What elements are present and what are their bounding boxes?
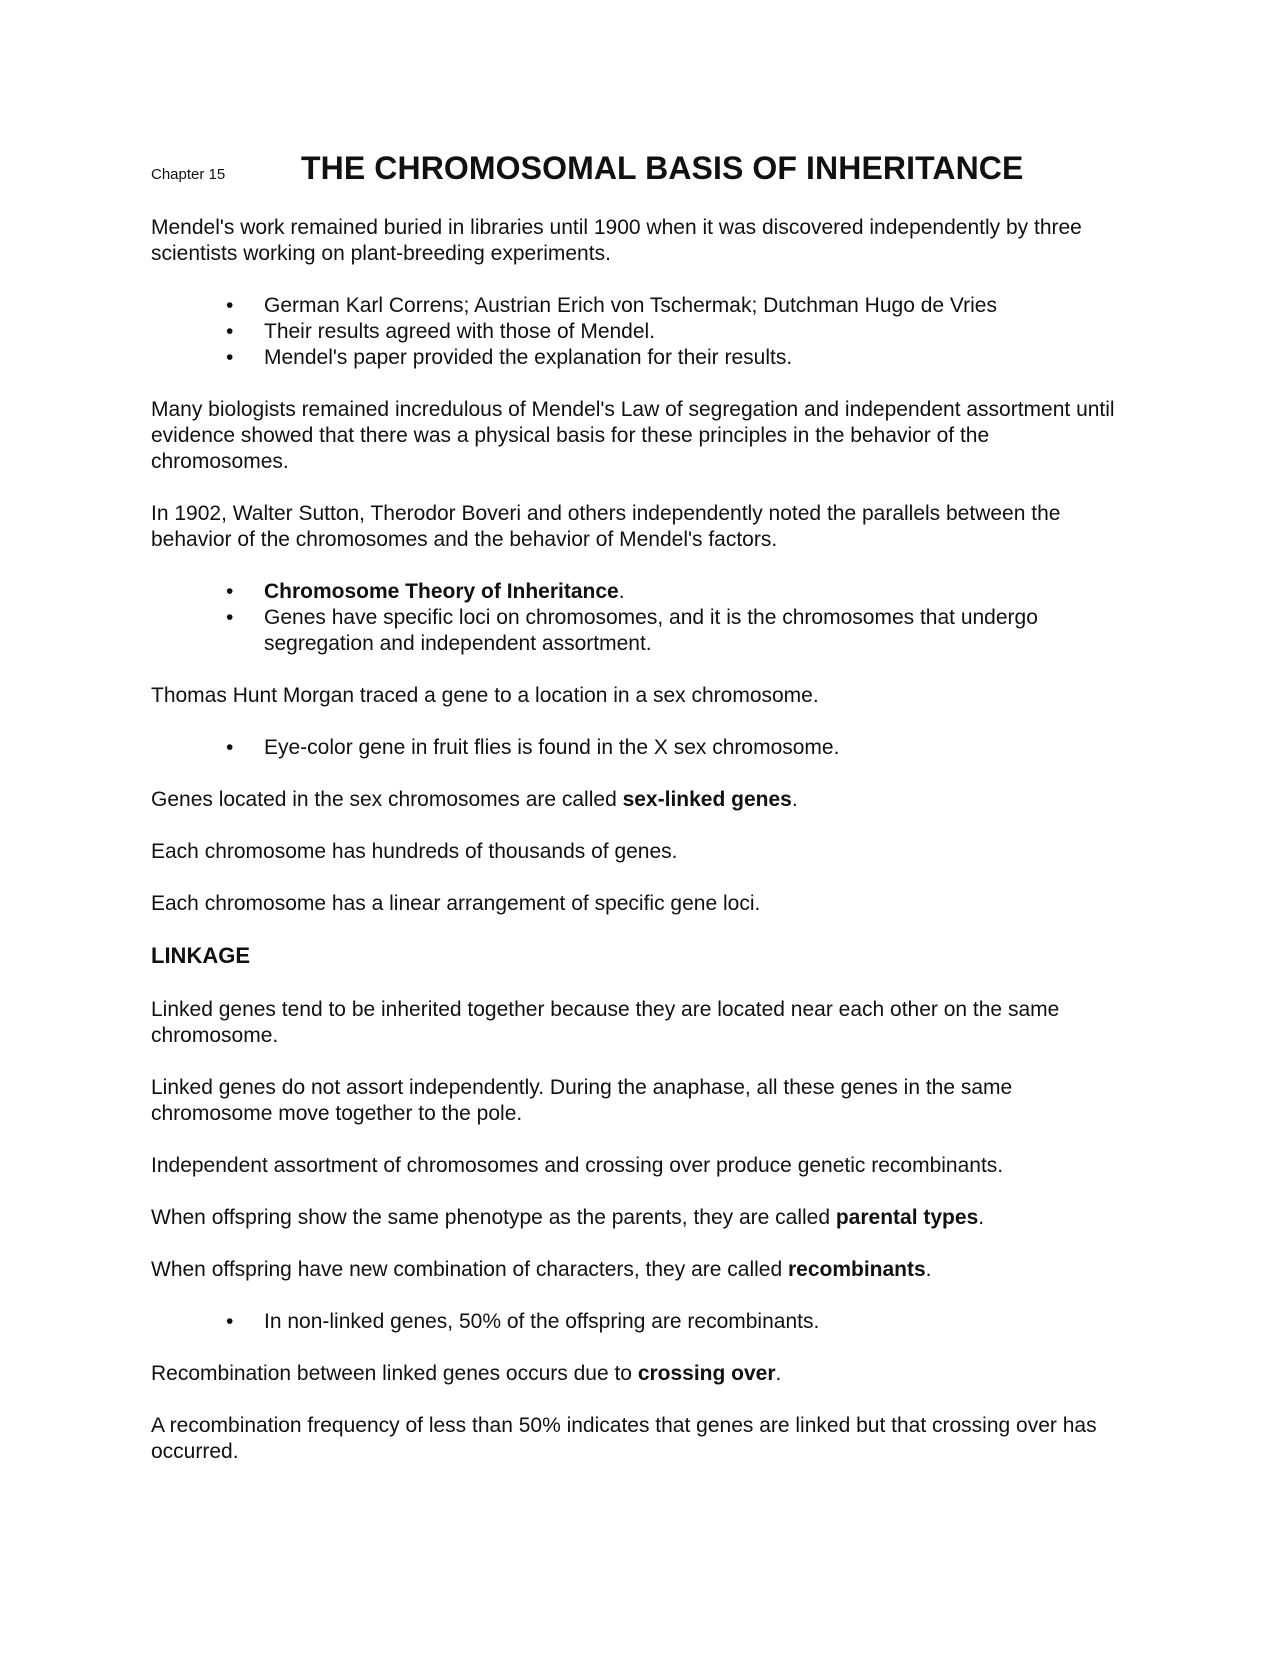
chapter-header xyxy=(151,150,1131,187)
bullet-icon: • xyxy=(226,736,234,759)
bullet-icon: • xyxy=(226,606,234,629)
paragraph-recombination-frequency: A recombination frequency of less than 50% indicates that genes are linked but that crossing over has occurred. xyxy=(151,1414,1097,1463)
paragraph-gene-loci: Each chromosome has a linear arrangement of specific gene loci. xyxy=(151,892,761,915)
term-crossing-over: crossing over xyxy=(637,1362,776,1385)
list-item: • Chromosome Theory of Inheritance. xyxy=(226,580,625,603)
bullet-list-eye-color xyxy=(151,735,1131,761)
list-item: • Genes have specific loci on chromosomes, and it is the chromosomes that undergo segregation and independent assortment. xyxy=(226,606,1038,655)
paragraph-morgan: Thomas Hunt Morgan traced a gene to a location in a sex chromosome. xyxy=(151,684,819,707)
paragraph-anaphase: Linked genes do not assort independently. During the anaphase, all these genes in the same chromosome move together to the pole. xyxy=(151,1076,1013,1125)
bullet-list-scientists xyxy=(151,293,1131,371)
paragraph-biologists: Many biologists remained incredulous of Mendel's Law of segregation and independent assortment until evidence showed that there was a physical basis for these principles in the behavior of the chromosomes. xyxy=(151,398,1115,473)
list-item: • In non-linked genes, 50% of the offspring are recombinants. xyxy=(226,1310,820,1333)
paragraph-sutton-boveri: In 1902, Walter Sutton, Therodor Boveri and others independently noted the parallels between the behavior of the chromosomes and the behavior of Mendel's factors. xyxy=(151,502,1061,551)
bullet-list-non-linked xyxy=(151,1309,1131,1335)
document-title: THE CHROMOSOMAL BASIS OF INHERITANCE xyxy=(301,150,1024,186)
term-sex-linked-genes: sex-linked genes xyxy=(622,788,792,811)
term-chromosome-theory: Chromosome Theory of Inheritance xyxy=(264,580,619,603)
paragraph-recombinants: When offspring have new combination of characters, they are called recombinants. xyxy=(151,1258,932,1281)
paragraph-linked-genes: Linked genes tend to be inherited together because they are located near each other on the same chromosome. xyxy=(151,998,1060,1047)
list-item: • Their results agreed with those of Mendel. xyxy=(226,320,656,343)
term-parental-types: parental types xyxy=(835,1206,979,1229)
bullet-icon: • xyxy=(226,346,234,369)
bullet-icon: • xyxy=(226,1310,234,1333)
paragraph-recombinants-source: Independent assortment of chromosomes and crossing over produce genetic recombinants. xyxy=(151,1154,1004,1177)
document-page xyxy=(151,150,1131,1491)
bullet-icon: • xyxy=(226,320,234,343)
bullet-icon: • xyxy=(226,294,234,317)
paragraph-intro: Mendel's work remained buried in libraries until 1900 when it was discovered independently by three scientists working on plant-breeding experiments. xyxy=(151,216,1082,265)
section-heading-linkage: LINKAGE xyxy=(151,943,250,968)
list-item: • German Karl Correns; Austrian Erich von Tschermak; Dutchman Hugo de Vries xyxy=(226,294,997,317)
term-recombinants: recombinants xyxy=(787,1258,926,1281)
list-item: • Eye-color gene in fruit flies is found in the X sex chromosome. xyxy=(226,736,840,759)
paragraph-parental-types: When offspring show the same phenotype as the parents, they are called parental types. xyxy=(151,1206,985,1229)
chapter-label: Chapter 15 xyxy=(151,166,226,183)
paragraph-genes-count: Each chromosome has hundreds of thousands of genes. xyxy=(151,840,678,863)
bullet-icon: • xyxy=(226,580,234,603)
paragraph-sex-linked: Genes located in the sex chromosomes are called sex-linked genes. xyxy=(151,788,798,811)
paragraph-crossing-over: Recombination between linked genes occurs due to crossing over. xyxy=(151,1362,782,1385)
bullet-list-theory xyxy=(151,579,1131,657)
list-item: • Mendel's paper provided the explanation for their results. xyxy=(226,346,793,369)
